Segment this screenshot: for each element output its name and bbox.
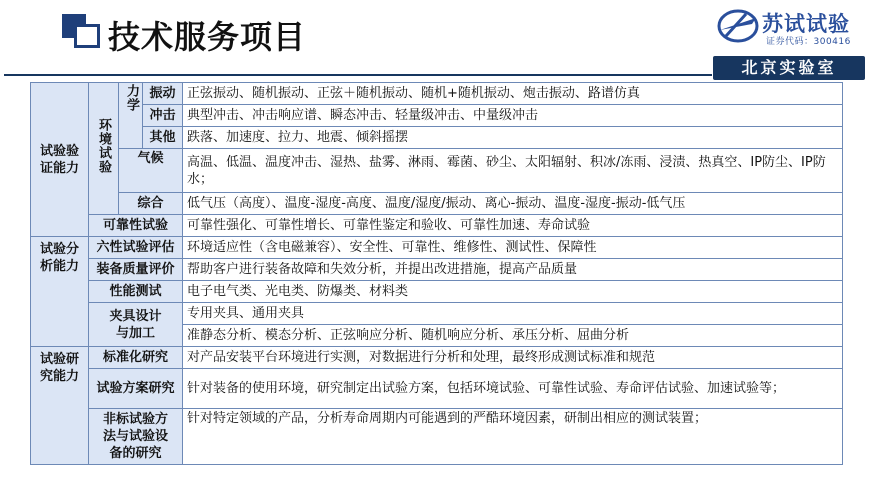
vibration-desc: 正弦振动、随机振动、正弦＋随机振动、随机+随机振动、炮击振动、路谱仿真	[183, 83, 843, 105]
plan-desc: 针对装备的使用环境，研究制定出试验方案，包括环境试验、可靠性试验、寿命评估试验、加速试验等；	[183, 369, 843, 409]
nonstd-desc: 针对特定领域的产品，分析寿命周期内可能遇到的严酷环境因素，研制出相应的测试装置；	[183, 409, 843, 465]
services-table	[30, 82, 843, 465]
lab-badge: 北京实验室	[713, 56, 865, 80]
cap-verify-label: 试验验证能力	[31, 83, 89, 237]
other-desc: 跌落、加速度、拉力、地震、倾斜摇摆	[183, 127, 843, 149]
header-divider	[4, 74, 712, 76]
fixture-desc-2: 准静态分析、模态分析、正弦响应分析、随机响应分析、承压分析、屈曲分析	[183, 325, 843, 347]
vibration-label: 振动	[143, 83, 183, 105]
table-row	[31, 193, 843, 215]
title-square-outline	[74, 24, 100, 48]
stock-code: 证券代码：300416	[766, 37, 851, 47]
table-row	[31, 347, 843, 369]
performance-desc: 电子电气类、光电类、防爆类、材料类	[183, 281, 843, 303]
table-row	[31, 281, 843, 303]
env-test-label: 环境试验	[89, 83, 119, 215]
six-desc: 环境适应性（含电磁兼容）、安全性、可靠性、维修性、测试性、保障性	[183, 237, 843, 259]
shock-label: 冲击	[143, 105, 183, 127]
reliability-desc: 可靠性强化、可靠性增长、可靠性鉴定和验收、可靠性加速、寿命试验	[183, 215, 843, 237]
table-row	[31, 215, 843, 237]
table-row	[31, 105, 843, 127]
shock-desc: 典型冲击、冲击响应谱、瞬态冲击、轻量级冲击、中量级冲击	[183, 105, 843, 127]
table-row	[31, 369, 843, 409]
climate-label: 气候	[119, 149, 183, 193]
fixture-desc-1: 专用夹具、通用夹具	[183, 303, 843, 325]
performance-label: 性能测试	[89, 281, 183, 303]
table-row	[31, 303, 843, 325]
standard-desc: 对产品安装平台环境进行实测，对数据进行分析和处理，最终形成测试标准和规范	[183, 347, 843, 369]
logo-name: 苏试试验	[762, 12, 850, 36]
cap-research-label: 试验研究能力	[31, 347, 89, 465]
table-row	[31, 149, 843, 193]
plan-label: 试验方案研究	[89, 369, 183, 409]
page-title: 技术服务项目	[108, 18, 307, 56]
quality-label: 装备质量评价	[89, 259, 183, 281]
table-row	[31, 259, 843, 281]
climate-desc: 高温、低温、温度冲击、湿热、盐雾、淋雨、霉菌、砂尘、太阳辐射、积冰/冻雨、浸渍、热真空、IP防尘、IP防水；	[183, 149, 843, 193]
logo-emblem-icon	[716, 6, 760, 46]
mech-label: 力学	[119, 83, 143, 149]
table-row	[31, 83, 843, 105]
quality-desc: 帮助客户进行装备故障和失效分析，并提出改进措施，提高产品质量	[183, 259, 843, 281]
fixture-label: 夹具设计与加工	[89, 303, 183, 347]
table-row	[31, 237, 843, 259]
company-logo	[716, 6, 866, 50]
six-label: 六性试验评估	[89, 237, 183, 259]
table-row	[31, 127, 843, 149]
other-label: 其他	[143, 127, 183, 149]
standard-label: 标准化研究	[89, 347, 183, 369]
combined-desc: 低气压（高度）、温度-湿度-高度、温度/湿度/振动、离心-振动、温度-湿度-振动-低气压	[183, 193, 843, 215]
reliability-label: 可靠性试验	[89, 215, 183, 237]
nonstd-label: 非标试验方法与试验设备的研究	[89, 409, 183, 465]
combined-label: 综合	[119, 193, 183, 215]
table-row	[31, 409, 843, 465]
cap-analysis-label: 试验分析能力	[31, 237, 89, 347]
